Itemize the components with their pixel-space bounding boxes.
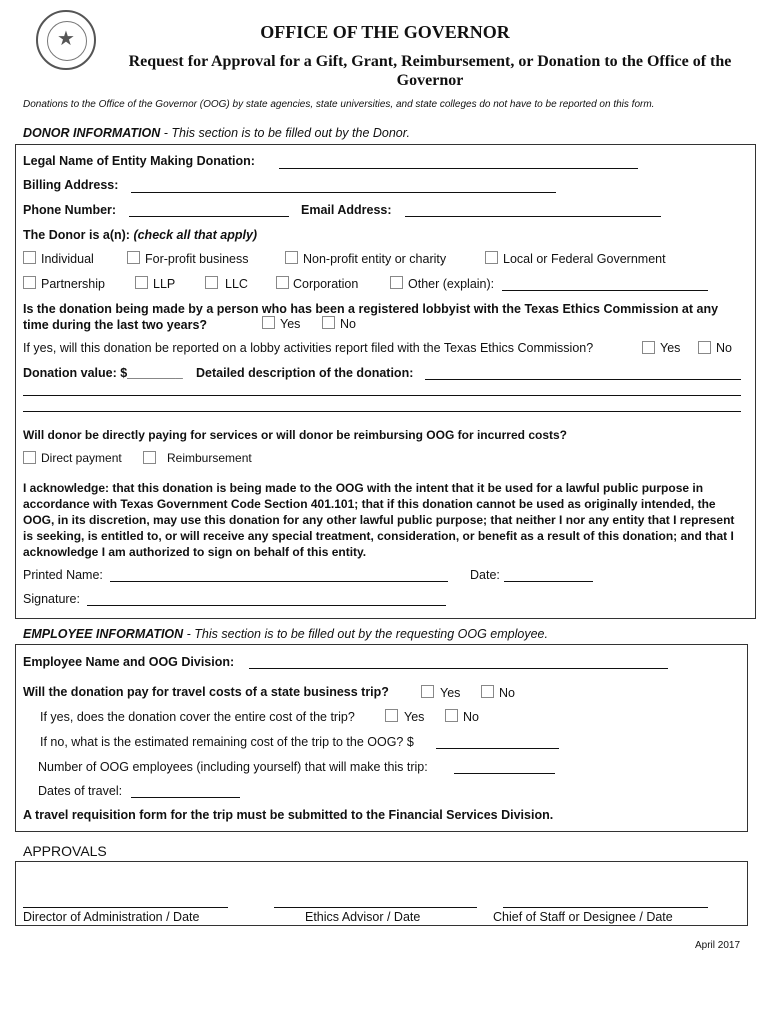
email-label: Email Address: — [301, 203, 392, 217]
other-label: Other (explain): — [408, 277, 495, 291]
legal-name-label: Legal Name of Entity Making Donation: — [23, 154, 255, 168]
other-explain-field[interactable] — [502, 290, 708, 291]
employee-count-question: Number of OOG employees (including yourself) that will make this trip: — [38, 760, 428, 774]
for-profit-checkbox[interactable] — [127, 251, 140, 264]
direct-payment-checkbox[interactable] — [23, 451, 36, 464]
donor-section-header — [23, 126, 410, 140]
for-profit-label: For-profit business — [145, 252, 249, 266]
acknowledgement-text: I acknowledge: that this donation is being made to the OOG with the intent that it be used for a lawful public purpose in accordance with Texas Government Code Section 401.101; that if this donation cannot be used as originally intended, the OOG, in its discretion, may use this donation for any other lawful public purpose; that neither I nor any entity that I represent is seeking, is entitled to, or will receive any special treatment, consideration, or benefit as a result of this donation; and that I acknowledge I am authorized to sign on behalf of this entity. — [23, 481, 735, 559]
date-label: Date: — [470, 568, 500, 582]
llc-label: LLC — [225, 277, 248, 291]
cover-yes-label: Yes — [404, 710, 425, 724]
employee-name-field[interactable] — [249, 668, 668, 669]
partnership-label: Partnership — [41, 277, 105, 291]
date-field[interactable] — [504, 581, 593, 582]
donor-type-text: The Donor is a(n): — [23, 228, 130, 242]
printed-name-field[interactable] — [110, 581, 448, 582]
travel-question: Will the donation pay for travel costs of a state business trip? — [23, 685, 389, 699]
chief-signature-line[interactable] — [503, 907, 708, 908]
description-label: Detailed description of the donation: — [196, 366, 414, 380]
ethics-label: Ethics Advisor / Date — [305, 910, 421, 924]
employee-section-title: EMPLOYEE INFORMATION — [23, 627, 184, 641]
lobby-report-yes-checkbox[interactable] — [642, 341, 655, 354]
donor-type-hint: (check all that apply) — [133, 228, 258, 242]
lobbyist-question: Is the donation being made by a person who has been a registered lobbyist with the Texas Ethics Commission at any time during the last two years? — [23, 302, 719, 332]
approvals-title: APPROVALS — [23, 843, 107, 859]
description-field-line-1[interactable] — [425, 379, 741, 380]
director-signature-line[interactable] — [23, 907, 228, 908]
travel-no-label: No — [499, 686, 515, 700]
lobby-report-no-checkbox[interactable] — [698, 341, 711, 354]
government-checkbox[interactable] — [485, 251, 498, 264]
employee-name-label: Employee Name and OOG Division: — [23, 655, 235, 669]
lobbyist-no-label: No — [340, 317, 356, 331]
oog-note: Donations to the Office of the Governor (OOG) by state agencies, state universities, and state colleges do not have to be reported on this form. — [23, 99, 655, 110]
seal-star-icon: ★ — [57, 28, 75, 50]
payment-question: Will donor be directly paying for services or will donor be reimbursing OOG for incurred costs? — [23, 428, 567, 442]
ethics-signature-line[interactable] — [274, 907, 477, 908]
reimbursement-label: Reimbursement — [167, 451, 252, 465]
form-subtitle: Request for Approval for a Gift, Grant, Reimbursement, or Donation to the Office of the Governor — [128, 53, 732, 89]
other-checkbox[interactable] — [390, 276, 403, 289]
non-profit-label: Non-profit entity or charity — [303, 252, 447, 266]
travel-yes-checkbox[interactable] — [421, 685, 434, 698]
employee-section-header — [23, 627, 548, 641]
chief-label: Chief of Staff or Designee / Date — [493, 910, 673, 924]
page-title: OFFICE OF THE GOVERNOR — [260, 22, 510, 42]
lobbyist-yes-label: Yes — [280, 317, 301, 331]
government-label: Local or Federal Government — [503, 252, 666, 266]
billing-address-field[interactable] — [131, 192, 556, 193]
travel-dates-label: Dates of travel: — [38, 784, 123, 798]
employee-count-field[interactable] — [454, 773, 555, 774]
requisition-note: A travel requisition form for the trip must be submitted to the Financial Services Division. — [23, 808, 554, 822]
individual-checkbox[interactable] — [23, 251, 36, 264]
direct-payment-label: Direct payment — [41, 451, 122, 465]
corporation-checkbox[interactable] — [276, 276, 289, 289]
remaining-cost-field[interactable] — [436, 748, 559, 749]
travel-dates-field[interactable] — [131, 797, 240, 798]
email-field[interactable] — [405, 216, 661, 217]
form-revision-date: April 2017 — [695, 940, 741, 951]
cover-yes-checkbox[interactable] — [385, 709, 398, 722]
lobby-report-question: If yes, will this donation be reported on a lobby activities report filed with the Texas Ethics Commission? — [23, 341, 594, 355]
signature-label: Signature: — [23, 592, 80, 606]
billing-address-label: Billing Address: — [23, 178, 119, 192]
corporation-label: Corporation — [293, 277, 359, 291]
donor-section-note: - This section is to be filled out by the Donor. — [160, 126, 410, 140]
description-field-line-2[interactable] — [23, 395, 741, 396]
donor-section-title: DONOR INFORMATION — [23, 126, 161, 140]
cover-question: If yes, does the donation cover the entire cost of the trip? — [40, 710, 355, 724]
signature-field[interactable] — [87, 605, 446, 606]
donor-type-label — [23, 228, 257, 242]
reimbursement-checkbox[interactable] — [143, 451, 156, 464]
printed-name-label: Printed Name: — [23, 568, 103, 582]
director-label: Director of Administration / Date — [23, 910, 200, 924]
non-profit-checkbox[interactable] — [285, 251, 298, 264]
llp-label: LLP — [153, 277, 176, 291]
remaining-cost-question: If no, what is the estimated remaining cost of the trip to the OOG? $ — [40, 735, 414, 749]
lobbyist-no-checkbox[interactable] — [322, 316, 335, 329]
lobby-report-no-label: No — [716, 341, 732, 355]
cover-no-checkbox[interactable] — [445, 709, 458, 722]
partnership-checkbox[interactable] — [23, 276, 36, 289]
donation-value-label: Donation value: $________ — [23, 366, 183, 380]
lobbyist-yes-checkbox[interactable] — [262, 316, 275, 329]
llp-checkbox[interactable] — [135, 276, 148, 289]
description-field-line-3[interactable] — [23, 411, 741, 412]
phone-field[interactable] — [129, 216, 289, 217]
phone-label: Phone Number: — [23, 203, 117, 217]
employee-section-note: - This section is to be filled out by the requesting OOG employee. — [183, 627, 548, 641]
llc-checkbox[interactable] — [205, 276, 218, 289]
travel-yes-label: Yes — [440, 686, 461, 700]
legal-name-field[interactable] — [279, 168, 638, 169]
lobby-report-yes-label: Yes — [660, 341, 681, 355]
individual-label: Individual — [41, 252, 94, 266]
cover-no-label: No — [463, 710, 479, 724]
travel-no-checkbox[interactable] — [481, 685, 494, 698]
